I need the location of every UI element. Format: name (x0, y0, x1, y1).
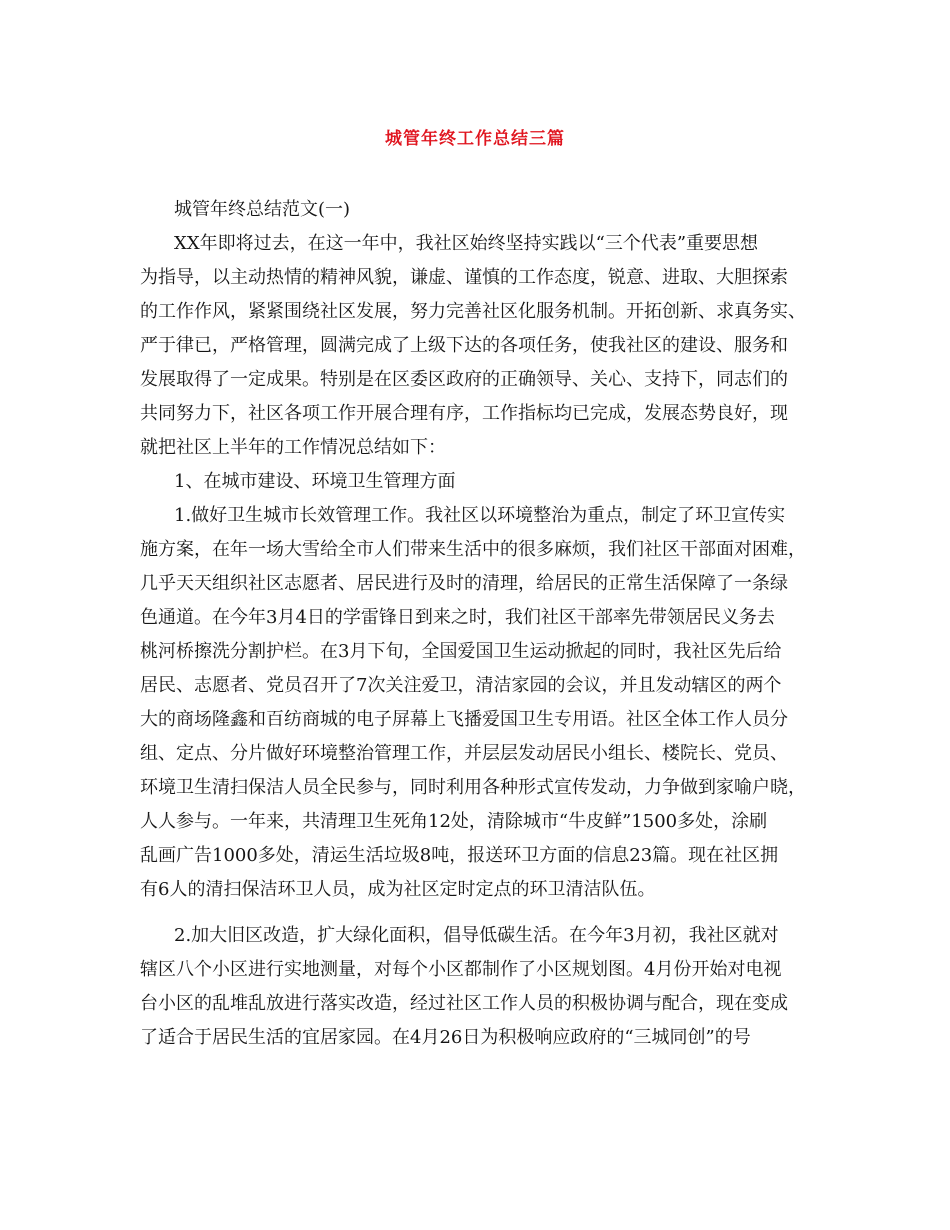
paragraph-line: 环境卫生清扫保洁人员全民参与，同时利用各种形式宣传发动，力争做到家喻户晓， (140, 777, 806, 798)
paragraph-line: 桃河桥擦洗分割护栏。在3月下旬，全国爱国卫生运动掀起的同时，我社区先后给 (140, 641, 782, 662)
paragraph-line: 了适合于居民生活的宜居家园。在4月26日为积极响应政府的“三城同创”的号 (140, 1027, 751, 1048)
paragraph-line: 乱画广告1000多处，清运生活垃圾8吨，报送环卫方面的信息23篇。现在社区拥 (140, 845, 779, 866)
paragraph-line: 几乎天天组织社区志愿者、居民进行及时的清理，给居民的正常生活保障了一条绿 (140, 573, 788, 594)
paragraph-line: 组、定点、分片做好环境整治管理工作，并层层发动居民小组长、楼院长、党员、 (140, 743, 788, 764)
paragraph-line: 的工作作风，紧紧围绕社区发展，努力完善社区化服务机制。开拓创新、求真务实、 (140, 301, 806, 322)
paragraph-line: 发展取得了一定成果。特别是在区委区政府的正确领导、关心、支持下，同志们的 (140, 369, 788, 390)
paragraph-line: 台小区的乱堆乱放进行落实改造，经过社区工作人员的积极协调与配合，现在变成 (140, 993, 788, 1014)
section-heading: 1、在城市建设、环境卫生管理方面 (174, 471, 456, 492)
paragraph-line: 共同努力下，社区各项工作开展合理有序，工作指标均已完成，发展态势良好，现 (140, 403, 788, 424)
paragraph-line: 色通道。在今年3月4日的学雷锋日到来之时，我们社区干部率先带领居民义务去 (140, 607, 775, 628)
subtitle-line: 城管年终总结范文(一) (174, 199, 351, 220)
paragraph-line: 人人参与。一年来，共清理卫生死角12处，清除城市“牛皮鲜”1500多处，涂刷 (140, 811, 768, 832)
paragraph-line: 为指导，以主动热情的精神风貌，谦虚、谨慎的工作态度，锐意、进取、大胆探索 (140, 267, 788, 288)
paragraph-line: 2.加大旧区改造，扩大绿化面积，倡导低碳生活。在今年3月初，我社区就对 (174, 925, 779, 946)
paragraph-line: 大的商场隆鑫和百纺商城的电子屏幕上飞播爱国卫生专用语。社区全体工作人员分 (140, 709, 788, 730)
paragraph-line: 施方案，在年一场大雪给全市人们带来生活中的很多麻烦，我们社区干部面对困难， (140, 539, 806, 560)
paragraph-line: 1.做好卫生城市长效管理工作。我社区以环境整治为重点，制定了环卫宣传实 (174, 505, 786, 526)
paragraph-line: XX年即将过去，在这一年中，我社区始终坚持实践以“三个代表”重要思想 (174, 233, 759, 254)
paragraph-line: 严于律已，严格管理，圆满完成了上级下达的各项任务，使我社区的建设、服务和 (140, 335, 788, 356)
paragraph-line: 居民、志愿者、党员召开了7次关注爱卫，清洁家园的会议，并且发动辖区的两个 (140, 675, 782, 696)
paragraph-line: 有6人的清扫保洁环卫人员，成为社区定时定点的环卫清洁队伍。 (140, 879, 656, 900)
paragraph-line: 就把社区上半年的工作情况总结如下： (140, 437, 446, 458)
paragraph-line: 辖区八个小区进行实地测量，对每个小区都制作了小区规划图。4月份开始对电视 (140, 959, 782, 980)
document-title: 城管年终工作总结三篇 (385, 129, 565, 149)
